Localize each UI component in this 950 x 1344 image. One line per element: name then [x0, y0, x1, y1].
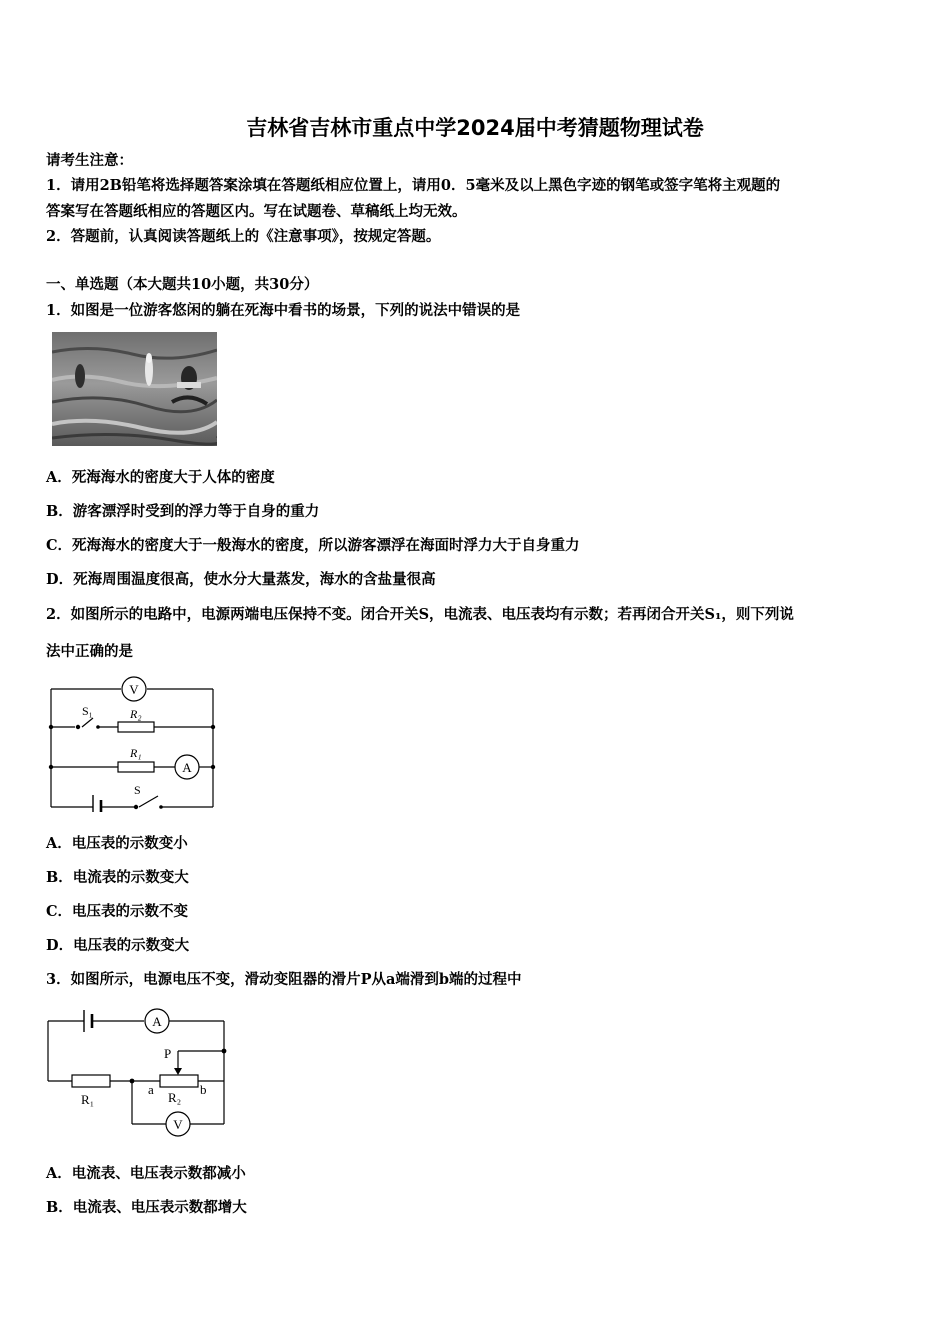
q2-r2-label: R₂ — [130, 707, 142, 721]
q3-b-end-label: b — [200, 1082, 207, 1097]
q2-resistor-r2-icon — [118, 722, 154, 732]
q3-circuit-diagram — [44, 1006, 232, 1140]
q1-option-a: A．死海海水的密度大于人体的密度 — [46, 469, 275, 486]
q2-s1-label: S₁ — [82, 704, 93, 718]
q2-stem-line-1: 2．如图所示的电路中，电源两端电压保持不变。闭合开关S，电流表、电压表均有示数；若再闭合开关S₁，则下列说 — [46, 606, 794, 623]
q3-voltmeter-label: V — [173, 1117, 183, 1132]
q3-resistor-r1-icon — [72, 1075, 110, 1087]
notice-line-3: 2．答题前，认真阅读答题纸上的《注意事项》，按规定答题。 — [46, 228, 441, 245]
dead-sea-photo — [52, 332, 217, 446]
notice-heading: 请考生注意： — [46, 152, 133, 169]
q2-option-b: B．电流表的示数变大 — [46, 869, 189, 886]
notice-line-2: 答案写在答题纸相应的答题区内。写在试题卷、草稿纸上均无效。 — [46, 203, 467, 220]
q3-p-label: P — [164, 1046, 172, 1061]
q2-s-label: S — [134, 783, 141, 797]
q3-slider-arrow-icon — [174, 1068, 182, 1075]
q2-option-a: A．电压表的示数变小 — [46, 835, 188, 852]
notice-line-1: 1．请用2B铅笔将选择题答案涂填在答题纸相应位置上，请用0．5毫米及以上黑色字迹的钢笔或签字笔将主观题的 — [46, 177, 781, 194]
q2-voltmeter-label: V — [129, 682, 139, 697]
q3-stem: 3．如图所示，电源电压不变，滑动变阻器的滑片P从a端滑到b端的过程中 — [46, 971, 522, 988]
q1-option-b: B．游客漂浮时受到的浮力等于自身的重力 — [46, 503, 320, 520]
page-title: 吉林省吉林市重点中学2024届中考猜题物理试卷 — [246, 116, 704, 140]
q2-circuit-diagram — [46, 674, 218, 812]
q2-stem-line-2: 法中正确的是 — [46, 643, 133, 660]
q3-rheostat-r2-icon — [160, 1075, 198, 1087]
q3-a-end-label: a — [148, 1082, 154, 1097]
q2-r1-label: R₁ — [130, 746, 142, 760]
section-heading: 一、单选题（本大题共10小题，共30分） — [46, 276, 319, 293]
q3-option-a: A．电流表、电压表示数都减小 — [46, 1165, 246, 1182]
q1-option-c: C．死海海水的密度大于一般海水的密度，所以游客漂浮在海面时浮力大于自身重力 — [46, 537, 580, 554]
q3-option-b: B．电流表、电压表示数都增大 — [46, 1199, 247, 1216]
q1-stem: 1．如图是一位游客悠闲的躺在死海中看书的场景，下列的说法中错误的是 — [46, 302, 521, 319]
q2-ammeter-label: A — [182, 760, 192, 775]
q3-ammeter-label: A — [152, 1014, 162, 1029]
q2-option-d: D．电压表的示数变大 — [46, 937, 190, 954]
q2-option-c: C．电压表的示数不变 — [46, 903, 189, 920]
q1-option-d: D．死海周围温度很高，使水分大量蒸发，海水的含盐量很高 — [46, 571, 436, 588]
q2-resistor-r1-icon — [118, 762, 154, 772]
q3-r1-label: R₁ — [81, 1092, 95, 1107]
q3-r2-label: R₂ — [168, 1090, 182, 1105]
